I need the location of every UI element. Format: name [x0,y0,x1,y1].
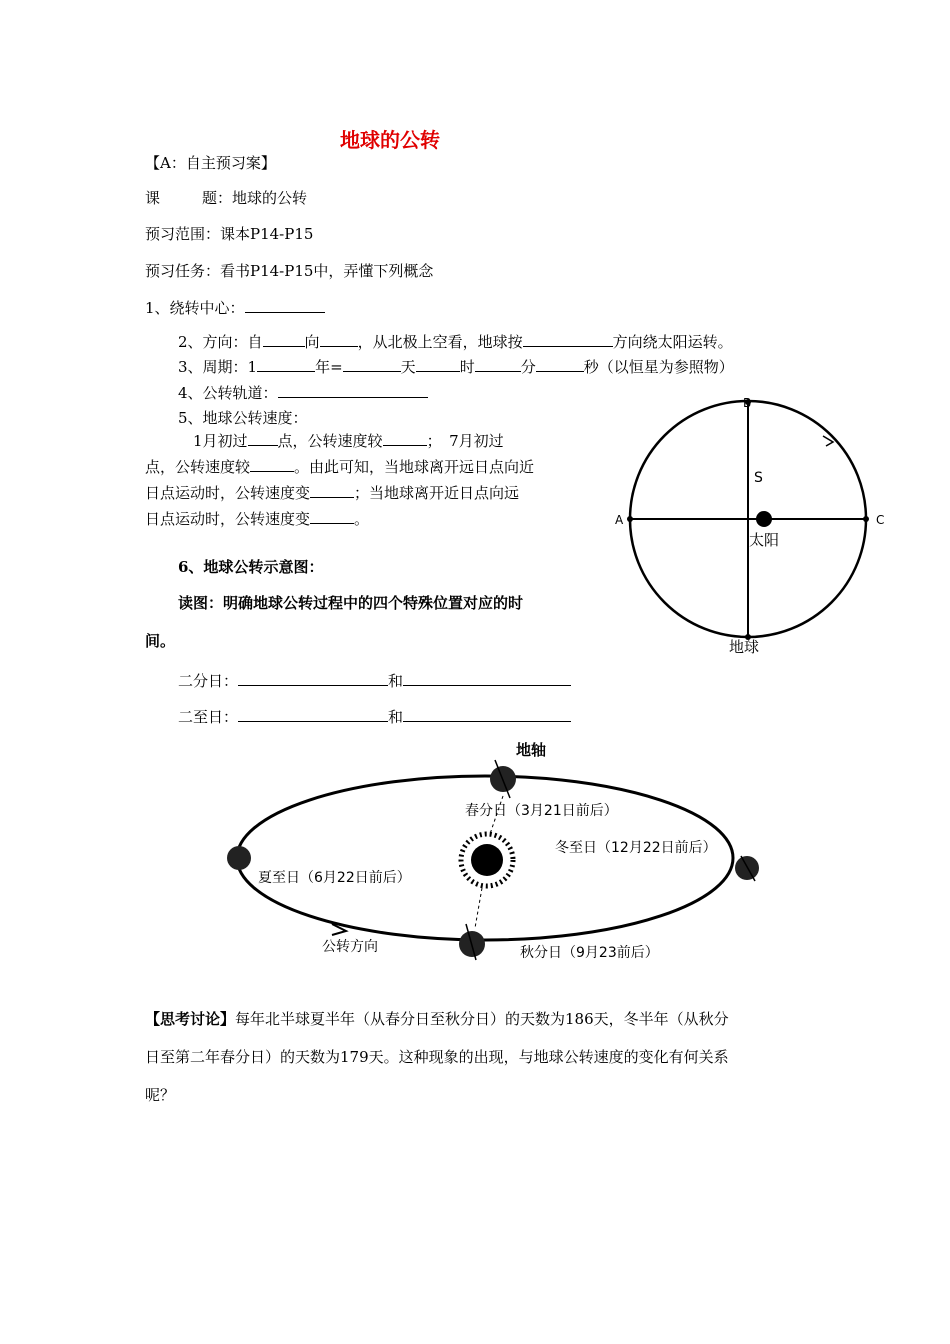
q5-text: 。 [354,510,370,528]
label-c: C [876,513,885,527]
q5-text: 日点运动时，公转速度变 [145,484,311,502]
question-3-text: 时 [459,358,475,376]
section-heading: 【A：自主预习案】 [145,154,276,172]
question-3-text: 天 [400,358,416,376]
question-5: 5、地球公转速度： [178,409,308,427]
equinox-line [178,670,571,691]
read-instruction-end: 间。 [145,632,176,650]
answer-blank[interactable] [263,332,305,347]
label-b: B [743,396,752,410]
question-3-text: 年= [315,358,343,376]
question-2-text: ，从北极上空看，地球按 [357,333,523,351]
seasons-diagram [210,738,780,968]
discussion-text: 呢？ [145,1086,176,1104]
direction-arrow-icon [823,436,833,446]
discussion-text: 日至第二年春分日）的天数为179天。这种现象的出现，与地球公转速度的变化有何关系 [145,1048,729,1066]
question-2-text: 2、方向：自 [178,333,263,351]
sun-label: 太阳 [749,531,780,549]
answer-blank[interactable] [245,298,325,313]
direction-label: 公转方向 [322,939,378,955]
sun-icon [461,834,513,886]
question-4-label: 4、公转轨道： [178,384,278,402]
answer-blank[interactable] [310,483,354,498]
answer-blank[interactable] [257,357,315,372]
label-s: S [754,470,763,486]
preview-task: 预习任务：看书P14-P15中，弄懂下列概念 [145,262,434,280]
answer-blank[interactable] [248,431,278,446]
answer-blank[interactable] [278,383,428,398]
solstice-line [178,706,571,727]
preview-range: 预习范围：课本P14-P15 [145,225,314,243]
orbit-diagram [615,390,895,660]
question-4 [178,382,428,403]
question-1 [145,297,325,318]
topic-line [145,187,307,208]
answer-blank[interactable] [416,357,460,372]
and-text: 和 [388,672,404,690]
question-3-text: 秒（以恒星为参照物） [583,358,734,376]
and-text: 和 [388,708,404,726]
answer-blank[interactable] [320,332,358,347]
solstice-label: 二至日： [178,708,239,726]
answer-blank[interactable] [238,707,388,722]
question-6: 6、地球公转示意图： [178,558,324,576]
q5-text: 日点运动时，公转速度变 [145,510,311,528]
question-2-text: 方向绕太阳运转。 [612,333,733,351]
question-1-label: 1、绕转中心： [145,299,245,317]
point-c [863,516,869,522]
q5-text: ；当地球离开近日点向远 [354,484,520,502]
point-a [627,516,633,522]
topic-label: 课 [145,189,161,207]
q5-text: 1月初过 [193,432,248,450]
question-2-text: 向 [304,333,320,351]
question-5-paragraph [145,428,587,532]
discussion [145,1000,825,1114]
question-3-text: 3、周期：1 [178,358,258,376]
answer-blank[interactable] [403,671,571,686]
answer-blank[interactable] [343,357,401,372]
discussion-text: 每年北半球夏半年（从春分日至秋分日）的天数为186天，冬半年（从秋分 [235,1010,729,1028]
earth-label: 地球 [729,638,760,656]
sun-dot [756,511,772,527]
equinox-label: 二分日： [178,672,239,690]
spring-label: 春分日（3月21日前后） [465,803,618,819]
question-3 [178,356,734,377]
q5-text: 。由此可知，当地球离开远日点向近 [294,458,535,476]
answer-blank[interactable] [523,332,613,347]
discussion-label: 【思考讨论】 [145,1010,236,1028]
page-title: 地球的公转 [340,128,440,152]
answer-blank[interactable] [475,357,521,372]
answer-blank[interactable] [536,357,584,372]
question-2 [178,331,733,352]
earth-summer-icon [227,846,251,870]
answer-blank[interactable] [310,509,354,524]
axis-label: 地轴 [516,741,547,759]
answer-blank[interactable] [403,707,571,722]
autumn-label: 秋分日（9月23前后） [520,945,659,961]
answer-blank[interactable] [238,671,388,686]
summer-label: 夏至日（6月22日前后） [258,870,411,886]
winter-label: 冬至日（12月22日前后） [555,840,717,856]
q5-text: 点，公转速度较 [277,432,383,450]
sunlight-line [475,888,482,928]
q5-text: ； 7月初过 [426,432,504,450]
q5-text: 点，公转速度较 [145,458,251,476]
answer-blank[interactable] [250,457,294,472]
label-a: A [615,513,624,527]
read-instruction: 读图：明确地球公转过程中的四个特殊位置对应的时 [178,594,524,612]
question-3-text: 分 [520,358,536,376]
topic-value: 题：地球的公转 [202,189,308,207]
answer-blank[interactable] [383,431,427,446]
